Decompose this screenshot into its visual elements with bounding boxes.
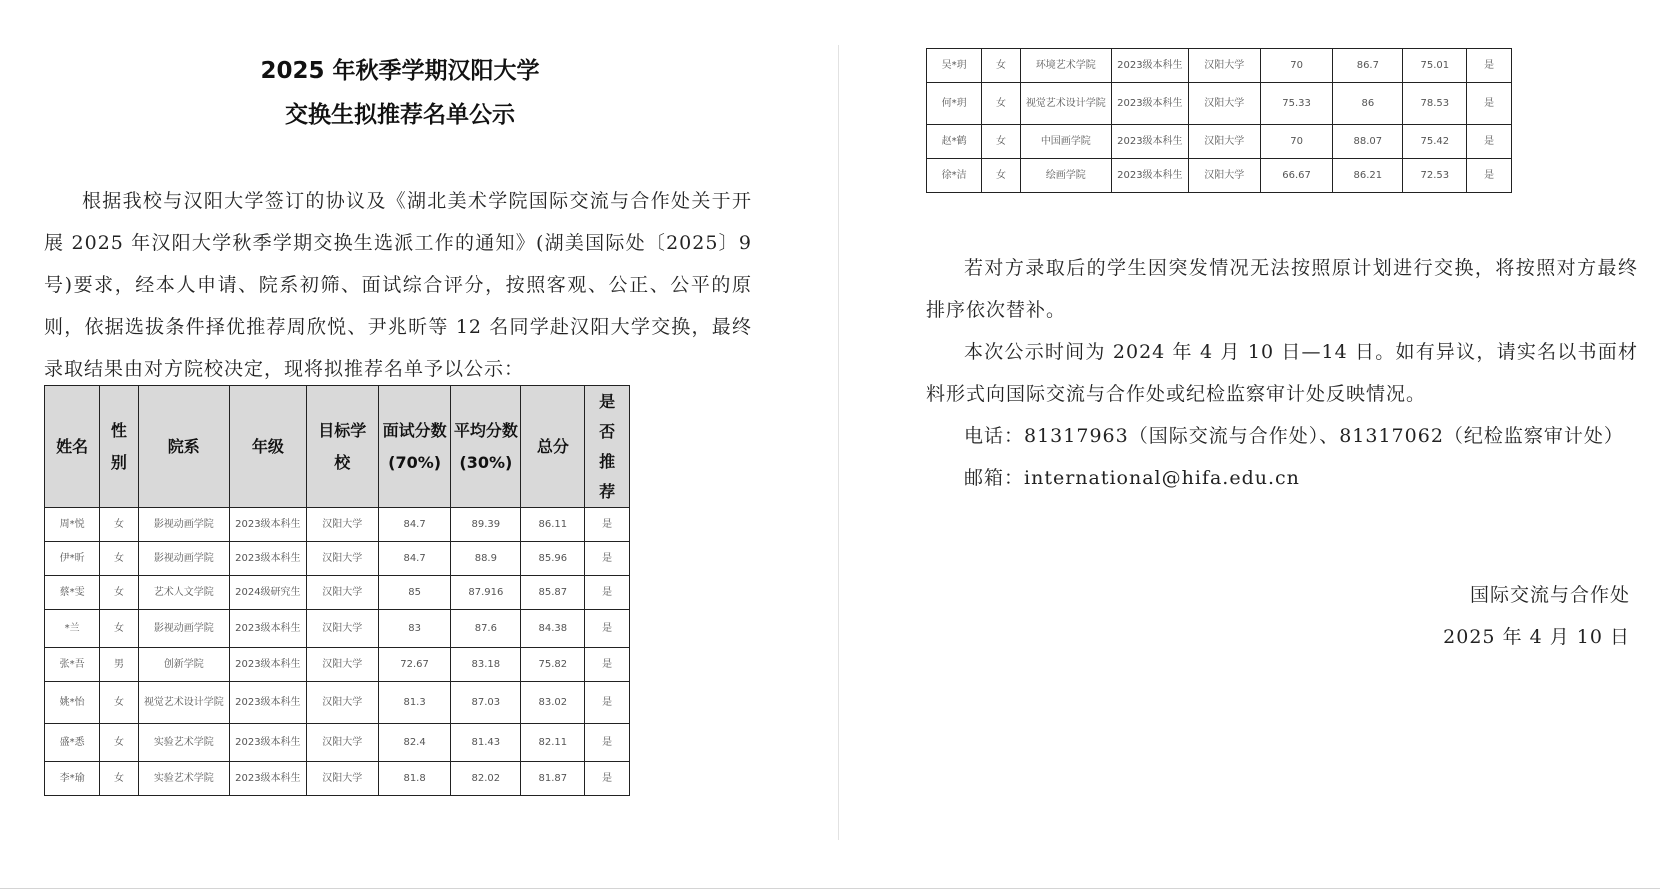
cell-target-school: 汉阳大学 [1188,49,1260,83]
cell-gender: 女 [982,49,1020,83]
cell-target-school: 汉阳大学 [1188,159,1260,193]
cell-recommended: 是 [1467,83,1512,125]
cell-gender: 女 [982,159,1020,193]
header-total: 总分 [521,386,585,508]
cell-interview-score: 70 [1260,125,1332,159]
contact-email: 邮箱：international@hifa.edu.cn [964,467,1300,489]
cell-name: 赵*鹤 [927,125,982,159]
cell-gpa-score: 83.18 [451,648,521,682]
cell-college: 影视动画学院 [138,542,229,576]
cell-gpa-score: 81.43 [451,724,521,762]
cell-name: 徐*洁 [927,159,982,193]
cell-grade: 2023级本科生 [230,724,307,762]
table-row [45,762,630,796]
cell-recommended: 是 [585,542,630,576]
cell-college: 视觉艺术设计学院 [1020,83,1111,125]
cell-target-school: 汉阳大学 [306,576,378,610]
cell-gender: 女 [100,682,138,724]
document-title-line-1: 2025 年秋季学期汉阳大学 [260,58,540,84]
table-header-row [45,386,630,508]
publicity-period-note: 本次公示时间为 2024 年 4 月 10 日—14 日。如有异议，请实名以书面材料形式向国际交流与合作处或纪检监察审计处反映情况。 [926,341,1638,405]
cell-gpa-score: 86.7 [1333,49,1403,83]
cell-total: 84.38 [521,610,585,648]
recommendation-table-continued [926,48,1512,193]
cell-name: 张*吾 [45,648,100,682]
header-gender: 性别 [100,386,138,508]
cell-college: 影视动画学院 [138,508,229,542]
header-college: 院系 [138,386,229,508]
cell-gpa-score: 86.21 [1333,159,1403,193]
cell-total: 75.42 [1403,125,1467,159]
cell-gender: 女 [100,610,138,648]
cell-total: 78.53 [1403,83,1467,125]
cell-recommended: 是 [585,610,630,648]
cell-college: 视觉艺术设计学院 [138,682,229,724]
table-row [927,159,1512,193]
intro-paragraph: 根据我校与汉阳大学签订的协议及《湖北美术学院国际交流与合作处关于开展 2025 年汉阳大学秋季学期交换生选派工作的通知》(湖美国际处〔2025〕9 号)要求，经本人申请、院系初筛、面试综合评分，按照客观、公正、公平的原则，依据选拔条件择优推荐周欣悦、尹兆昕等 12 名同学赴汉阳大学交换，最终录取结果由对方院校决定，现将拟推荐名单予以公示： [44,190,752,380]
cell-gender: 女 [100,576,138,610]
cell-grade: 2023级本科生 [230,682,307,724]
cell-recommended: 是 [585,576,630,610]
table-row [45,648,630,682]
cell-total: 85.96 [521,542,585,576]
bottom-border [0,888,1660,889]
cell-interview-score: 85 [378,576,450,610]
cell-recommended: 是 [1467,159,1512,193]
cell-recommended: 是 [585,762,630,796]
table-row [927,49,1512,83]
cell-target-school: 汉阳大学 [306,648,378,682]
cell-recommended: 是 [585,648,630,682]
cell-gpa-score: 87.916 [451,576,521,610]
cell-grade: 2023级本科生 [230,542,307,576]
header-target-school: 目标学校 [306,386,378,508]
signature-department: 国际交流与合作处 [1469,584,1630,606]
cell-name: 吴*玥 [927,49,982,83]
cell-college: 中国画学院 [1020,125,1111,159]
table-row [45,682,630,724]
cell-target-school: 汉阳大学 [306,682,378,724]
table-row [45,576,630,610]
cell-interview-score: 81.8 [378,762,450,796]
recommendation-table [44,385,630,796]
cell-total: 86.11 [521,508,585,542]
cell-name: 周*悦 [45,508,100,542]
signature-date: 2025 年 4 月 10 日 [1443,626,1630,648]
cell-target-school: 汉阳大学 [306,762,378,796]
cell-grade: 2023级本科生 [230,508,307,542]
cell-college: 环境艺术学院 [1020,49,1111,83]
cell-gpa-score: 87.6 [451,610,521,648]
header-gpa-score: 平均分数(30%) [451,386,521,508]
header-recommended: 是否推荐 [585,386,630,508]
document-title-line-2: 交换生拟推荐名单公示 [285,102,515,128]
cell-target-school: 汉阳大学 [306,724,378,762]
table-row [45,610,630,648]
cell-name: 蔡*雯 [45,576,100,610]
contact-phone: 电话：81317963（国际交流与合作处）、81317062（纪检监察审计处） [964,425,1624,447]
cell-college: 绘画学院 [1020,159,1111,193]
cell-college: 实验艺术学院 [138,724,229,762]
cell-interview-score: 72.67 [378,648,450,682]
cell-grade: 2023级本科生 [230,648,307,682]
table-row [927,125,1512,159]
cell-total: 75.82 [521,648,585,682]
cell-total: 72.53 [1403,159,1467,193]
cell-gender: 女 [100,542,138,576]
cell-name: 盛*悉 [45,724,100,762]
cell-grade: 2023级本科生 [230,762,307,796]
cell-total: 75.01 [1403,49,1467,83]
cell-target-school: 汉阳大学 [306,542,378,576]
cell-grade: 2023级本科生 [1112,49,1189,83]
cell-target-school: 汉阳大学 [306,610,378,648]
cell-gpa-score: 88.9 [451,542,521,576]
cell-recommended: 是 [1467,49,1512,83]
cell-recommended: 是 [585,682,630,724]
header-grade: 年级 [230,386,307,508]
cell-gender: 女 [100,724,138,762]
cell-interview-score: 83 [378,610,450,648]
table-row [45,724,630,762]
page-divider [838,45,839,840]
cell-gender: 女 [982,125,1020,159]
cell-interview-score: 84.7 [378,542,450,576]
table-row [45,508,630,542]
cell-total: 81.87 [521,762,585,796]
cell-total: 85.87 [521,576,585,610]
cell-gpa-score: 82.02 [451,762,521,796]
cell-interview-score: 66.67 [1260,159,1332,193]
cell-name: 李*瑜 [45,762,100,796]
cell-interview-score: 70 [1260,49,1332,83]
cell-gender: 女 [100,508,138,542]
cell-gpa-score: 89.39 [451,508,521,542]
cell-gender: 女 [100,762,138,796]
cell-gender: 女 [982,83,1020,125]
cell-interview-score: 82.4 [378,724,450,762]
cell-interview-score: 84.7 [378,508,450,542]
replacement-note: 若对方录取后的学生因突发情况无法按照原计划进行交换，将按照对方最终排序依次替补。 [926,257,1638,321]
cell-recommended: 是 [1467,125,1512,159]
cell-name: *兰 [45,610,100,648]
cell-grade: 2023级本科生 [230,610,307,648]
cell-target-school: 汉阳大学 [306,508,378,542]
cell-target-school: 汉阳大学 [1188,125,1260,159]
header-name: 姓名 [45,386,100,508]
cell-college: 创新学院 [138,648,229,682]
cell-target-school: 汉阳大学 [1188,83,1260,125]
cell-total: 82.11 [521,724,585,762]
cell-name: 姚*怡 [45,682,100,724]
cell-grade: 2023级本科生 [1112,159,1189,193]
cell-college: 实验艺术学院 [138,762,229,796]
cell-name: 何*玥 [927,83,982,125]
cell-recommended: 是 [585,508,630,542]
cell-gpa-score: 87.03 [451,682,521,724]
cell-grade: 2023级本科生 [1112,125,1189,159]
cell-college: 艺术人文学院 [138,576,229,610]
table-row [927,83,1512,125]
cell-gender: 男 [100,648,138,682]
cell-interview-score: 75.33 [1260,83,1332,125]
cell-gpa-score: 86 [1333,83,1403,125]
cell-grade: 2023级本科生 [1112,83,1189,125]
header-interview-score: 面试分数(70%) [378,386,450,508]
cell-recommended: 是 [585,724,630,762]
cell-total: 83.02 [521,682,585,724]
cell-gpa-score: 88.07 [1333,125,1403,159]
cell-college: 影视动画学院 [138,610,229,648]
cell-grade: 2024级研究生 [230,576,307,610]
table-row [45,542,630,576]
cell-interview-score: 81.3 [378,682,450,724]
cell-name: 伊*昕 [45,542,100,576]
